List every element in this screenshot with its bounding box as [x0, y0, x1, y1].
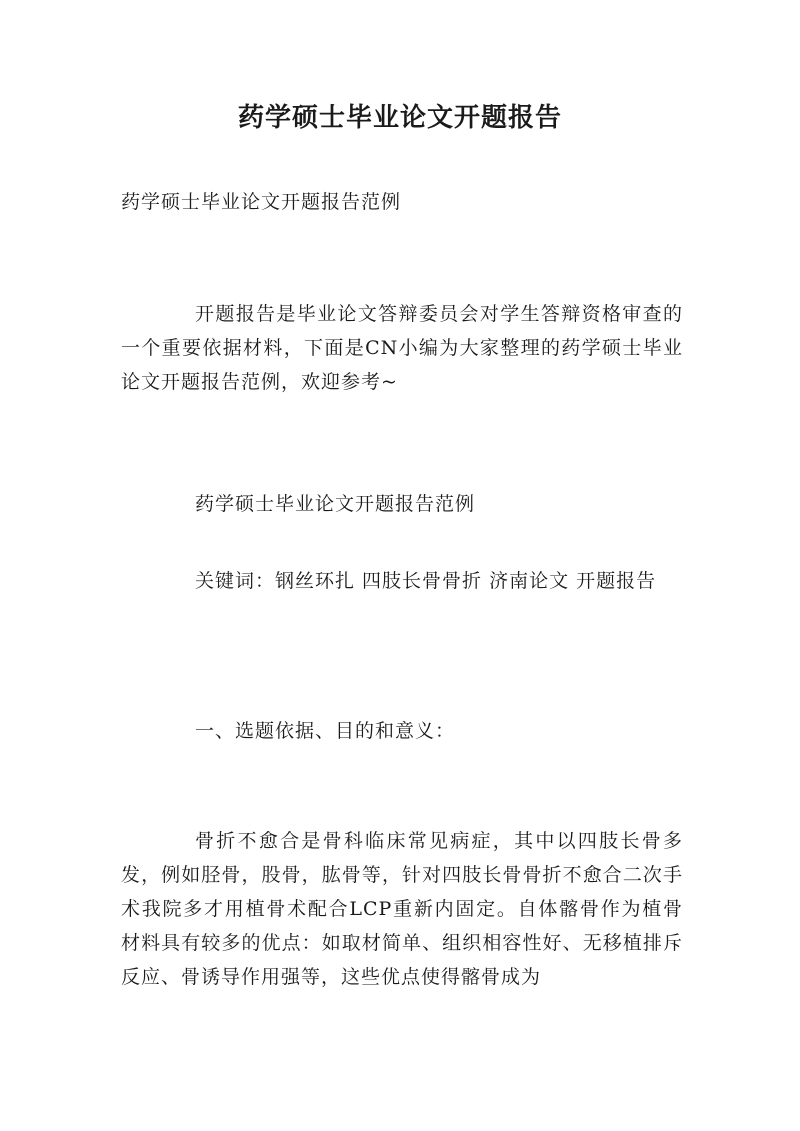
section-heading-1: 一、选题依据、目的和意义：: [195, 720, 456, 742]
keywords-line: 关键词：钢丝环扎 四肢长骨骨折 济南论文 开题报告: [195, 570, 657, 592]
body-paragraph: 骨折不愈合是骨科临床常见病症，其中以四肢长骨多发，例如胫骨，股骨，肱骨等，针对四肢长骨骨折不愈合二次手术我院多才用植骨术配合LCP重新内固定。自体髂骨作为植骨材料具有较多的优点：如取材简单、组织相容性好、无移植排斥反应、骨诱导作用强等，这些优点使得髂骨成为: [121, 830, 683, 988]
document-title: 药学硕士毕业论文开题报告: [237, 103, 562, 133]
intro-paragraph: 开题报告是毕业论文答辩委员会对学生答辩资格审查的一个重要依据材料，下面是CN小编为大家整理的药学硕士毕业论文开题报告范例，欢迎参考~: [121, 303, 683, 393]
document-subtitle: 药学硕士毕业论文开题报告范例: [121, 191, 402, 213]
section-title: 药学硕士毕业论文开题报告范例: [195, 493, 476, 515]
